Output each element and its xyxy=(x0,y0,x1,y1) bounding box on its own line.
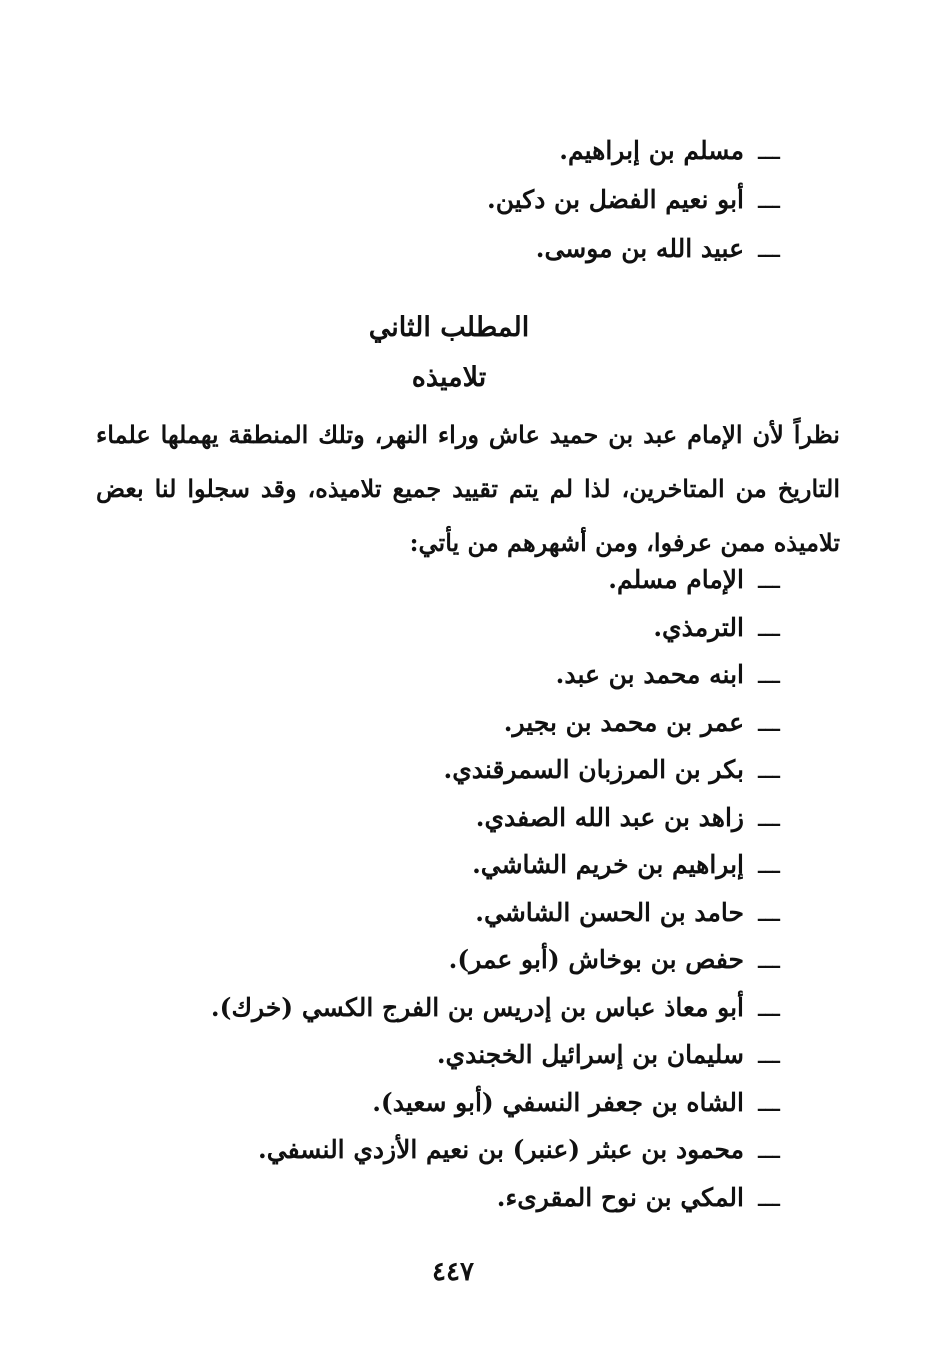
intro-paragraph: نظراً لأن الإمام عبد بن حميد عاش وراء النهر، وتلك المنطقة يهملها علماء التاريخ من المتاخرين، لذا لم يتم تقييد جميع تلاميذه، وقد سجلوا لنا بعض تلاميذه ممن عرفوا، ومن أشهرهم من يأتي: xyxy=(96,420,840,557)
teachers-list xyxy=(487,126,780,273)
list-item xyxy=(211,1174,780,1222)
dash-marker: ـــ xyxy=(758,1040,780,1069)
list-item-text: الإمام مسلم. xyxy=(608,565,744,594)
list-item xyxy=(211,1031,780,1079)
dash-marker: ـــ xyxy=(758,612,780,642)
dash-marker: ـــ xyxy=(758,945,780,974)
list-item xyxy=(211,889,780,937)
dash-marker: ـــ xyxy=(758,185,780,214)
list-item xyxy=(487,126,780,175)
list-item xyxy=(211,699,780,747)
list-item-text: أبو نعيم الفضل بن دكين. xyxy=(487,185,744,214)
list-item xyxy=(211,984,780,1032)
dash-marker: ـــ xyxy=(758,897,780,927)
dash-marker: ـــ xyxy=(758,660,780,689)
list-item-text: الشاه بن جعفر النسفي (أبو سعيد). xyxy=(372,1087,744,1117)
section-heading: المطلب الثاني xyxy=(368,312,530,343)
dash-marker: ـــ xyxy=(758,1087,780,1117)
list-item-text: مسلم بن إبراهيم. xyxy=(559,136,744,165)
list-item-text: بكر بن المرزبان السمرقندي. xyxy=(443,755,744,784)
list-item xyxy=(211,556,780,604)
dash-marker: ـــ xyxy=(758,1182,780,1212)
list-item-text: أبو معاذ عباس بن إدريس بن الفرج الكسي (خرك). xyxy=(210,992,744,1022)
list-item xyxy=(211,1126,780,1174)
list-item-text: المكي بن نوح المقرىء. xyxy=(496,1182,744,1212)
dash-marker: ـــ xyxy=(758,234,780,263)
list-item-text: زاهد بن عبد الله الصفدي. xyxy=(475,802,744,832)
list-item xyxy=(211,794,780,842)
dash-marker: ـــ xyxy=(758,1135,780,1164)
list-item-text: عمر بن محمد بن بجير. xyxy=(503,707,744,737)
list-item-text: إبراهيم بن خريم الشاشي. xyxy=(472,850,744,879)
dash-marker: ـــ xyxy=(758,992,780,1022)
dash-marker: ـــ xyxy=(758,802,780,832)
section-subheading: تلاميذه xyxy=(411,362,487,393)
list-item xyxy=(487,224,780,273)
dash-marker: ـــ xyxy=(758,136,780,165)
dash-marker: ـــ xyxy=(758,565,780,594)
list-item-text: عبيد الله بن موسى. xyxy=(535,234,744,263)
list-item xyxy=(211,936,780,984)
list-item-text: سليمان بن إسرائيل الخجندي. xyxy=(436,1040,744,1069)
list-item-text: الترمذي. xyxy=(653,612,744,642)
dash-marker: ـــ xyxy=(758,707,780,737)
list-item xyxy=(211,746,780,794)
list-item xyxy=(487,175,780,224)
list-item xyxy=(211,651,780,699)
list-item-text: ابنه محمد بن عبد. xyxy=(555,660,744,689)
list-item xyxy=(211,841,780,889)
list-item-text: محمود بن عبثر (عنبر) بن نعيم الأزدي النسفي. xyxy=(258,1135,744,1164)
list-item-text: حفص بن بوخاش (أبو عمر). xyxy=(448,945,744,974)
students-list xyxy=(211,556,780,1221)
list-item xyxy=(211,604,780,652)
page-number: ٤٤٧ xyxy=(432,1257,474,1287)
dash-marker: ـــ xyxy=(758,755,780,784)
dash-marker: ـــ xyxy=(758,850,780,879)
list-item-text: حامد بن الحسن الشاشي. xyxy=(475,897,744,927)
list-item xyxy=(211,1079,780,1127)
